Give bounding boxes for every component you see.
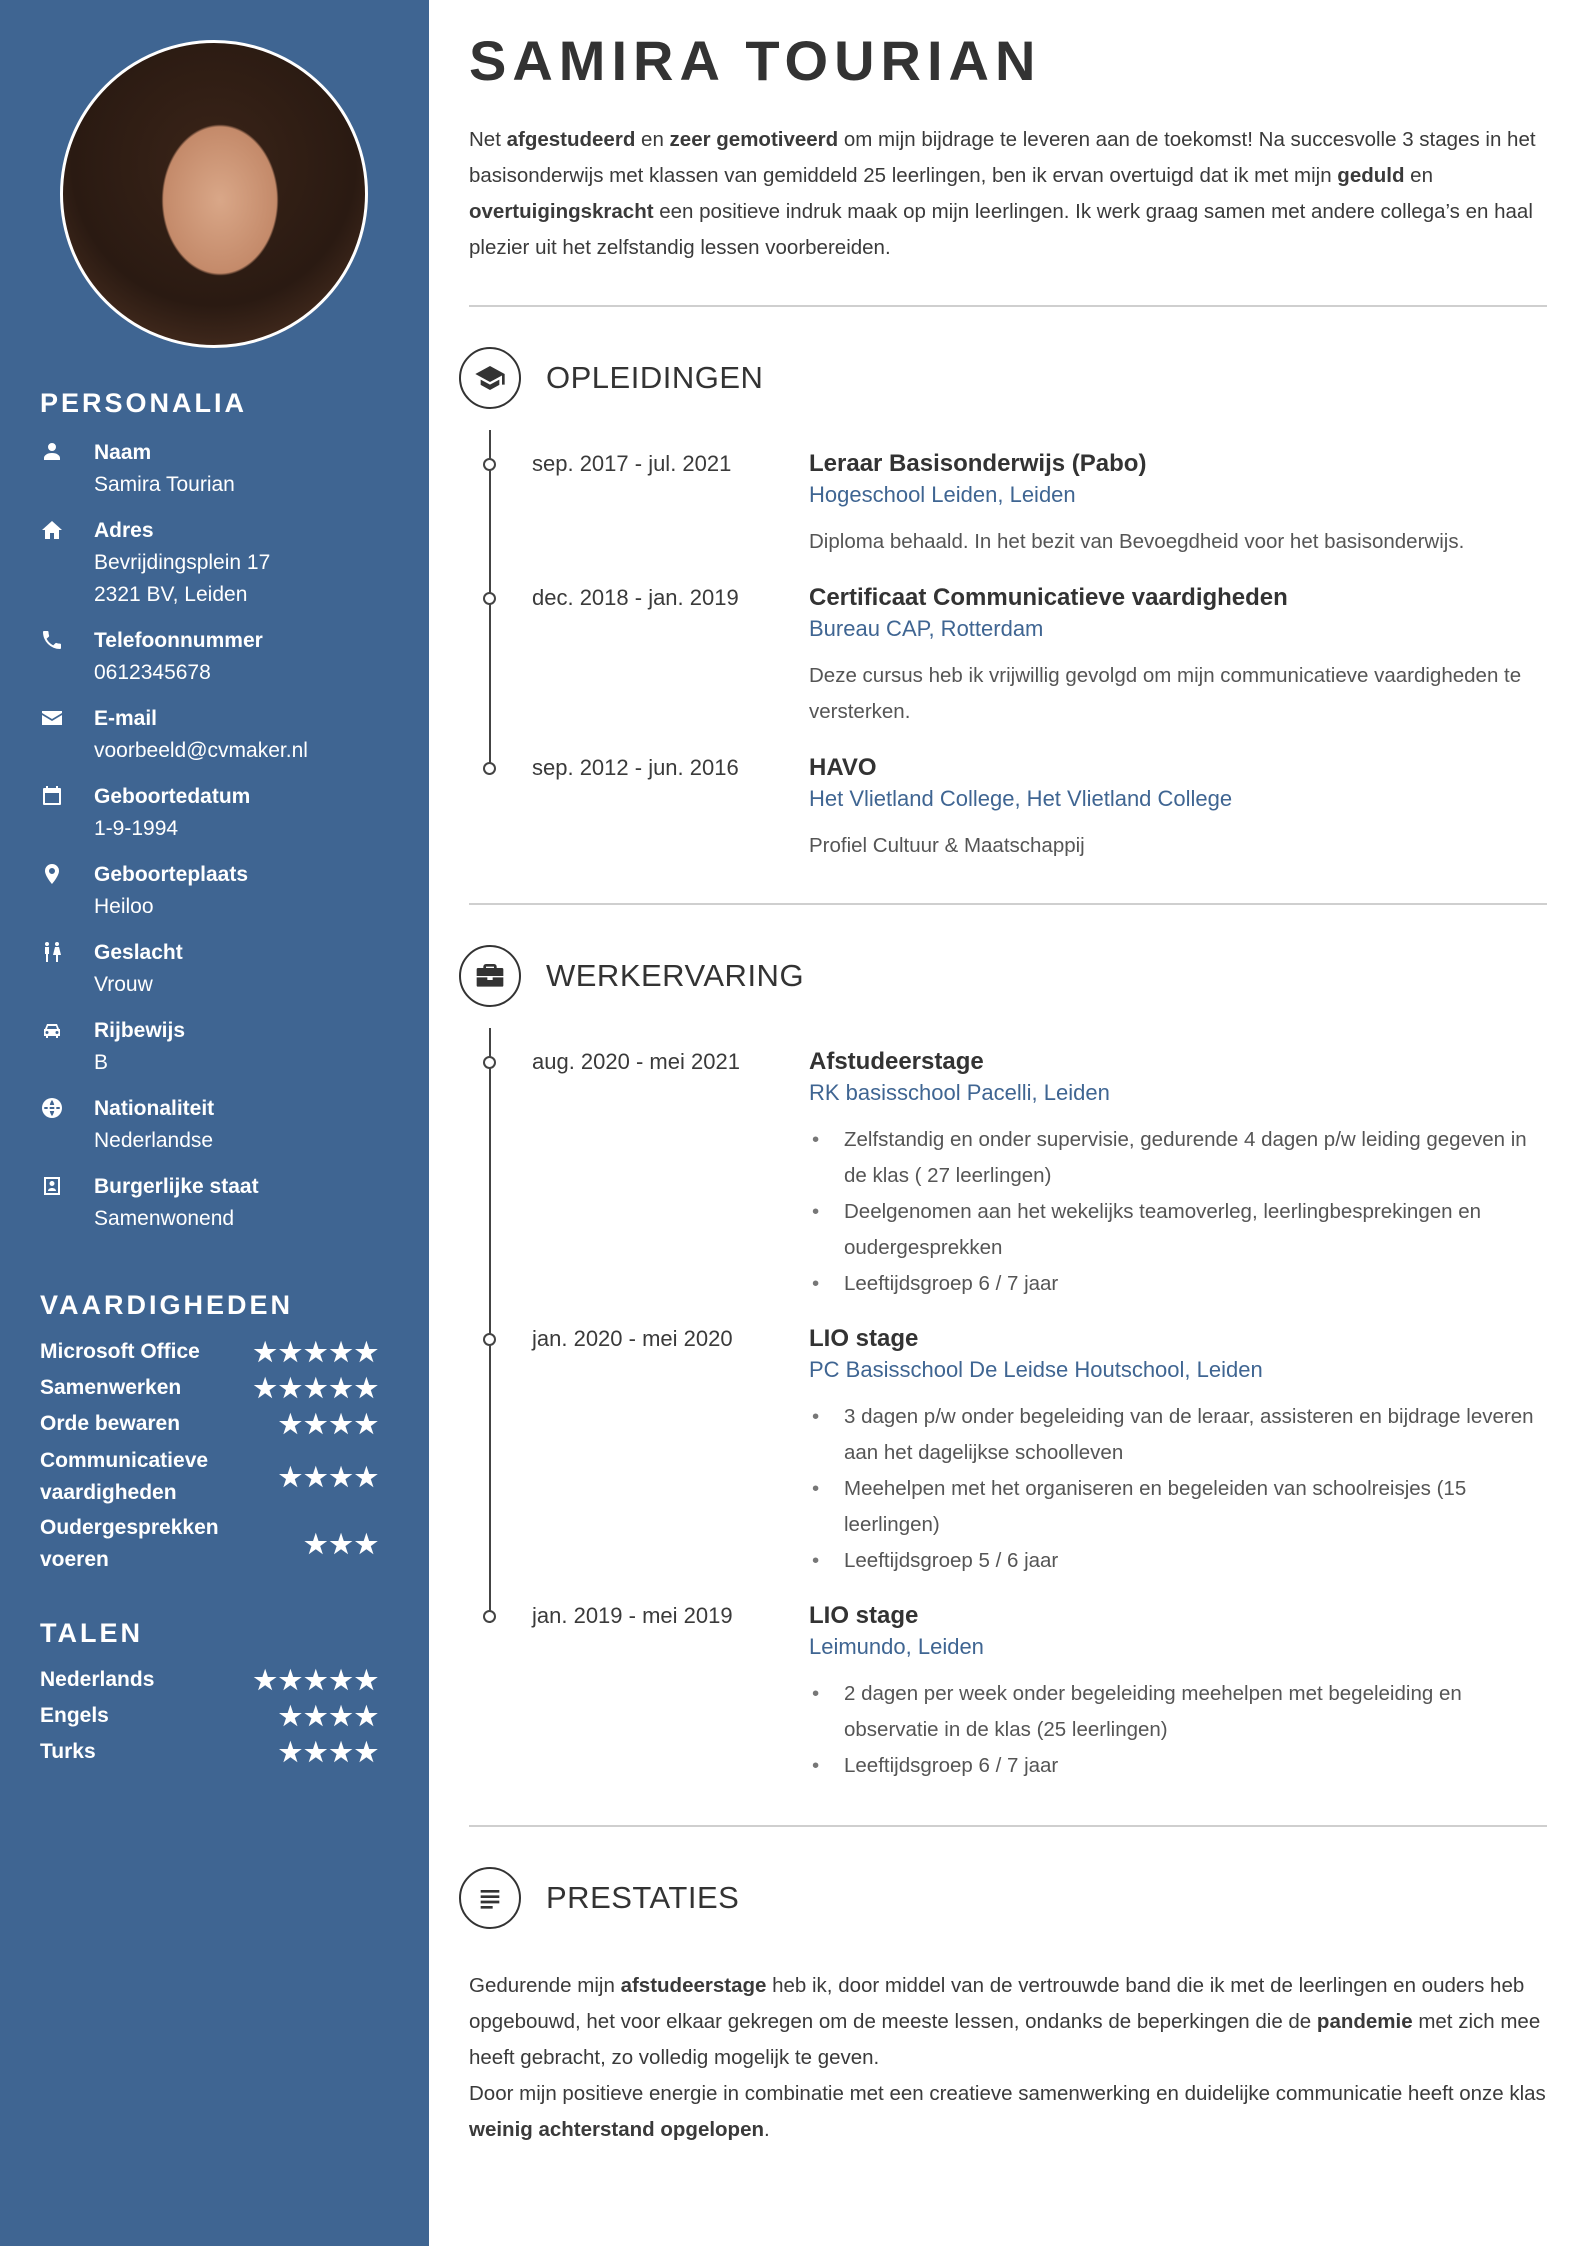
- text-segment: Net: [469, 128, 507, 151]
- entry-organization: Leimundo, Leiden: [809, 1634, 984, 1659]
- personalia-text: [94, 703, 308, 767]
- personalia-value: B: [94, 1051, 109, 1074]
- star-icon: ★: [329, 1701, 355, 1731]
- personalia-value: 1-9-1994: [94, 817, 179, 840]
- star-icon: ★: [304, 1737, 330, 1767]
- personalia-item: [40, 1093, 410, 1157]
- personalia-item: [40, 703, 410, 767]
- person-icon: [40, 437, 94, 467]
- personalia-item: [40, 1015, 410, 1079]
- bullet-list: [809, 1122, 1549, 1302]
- entry-organization: Hogeschool Leiden, Leiden: [809, 482, 1076, 507]
- star-icon: ★: [354, 1462, 380, 1492]
- personalia-label: Geslacht: [94, 941, 183, 964]
- skill-name: Microsoft Office: [40, 1340, 200, 1363]
- personalia-text: [94, 859, 248, 923]
- gender-icon: [40, 937, 94, 967]
- education-header: [459, 347, 763, 409]
- emphasis-text: weinig achterstand opgelopen: [469, 2118, 765, 2141]
- personalia-value: 2321 BV, Leiden: [94, 583, 248, 606]
- star-icon: ★: [304, 1701, 330, 1731]
- personalia-value: Vrouw: [94, 973, 153, 996]
- personalia-label: E-mail: [94, 707, 158, 730]
- star-rating: [253, 1372, 380, 1404]
- entry-title: LIO stage: [809, 1602, 919, 1629]
- star-icon: ★: [253, 1337, 279, 1367]
- work-timeline: [489, 1028, 491, 1623]
- divider: [469, 305, 1547, 307]
- skill-row: [40, 1408, 380, 1440]
- skills-heading: VAARDIGHEDEN: [40, 1290, 294, 1320]
- entry-date: jan. 2019 - mei 2019: [532, 1603, 733, 1628]
- bullet-item: • Leeftijdsgroep 5 / 6 jaar: [809, 1543, 1549, 1579]
- timeline-dot-icon: [483, 1056, 496, 1069]
- star-icon: ★: [278, 1701, 305, 1731]
- entry-content: [809, 752, 1549, 864]
- entry-title: Leraar Basisonderwijs (Pabo): [809, 450, 1147, 477]
- entry-title: Afstudeerstage: [809, 1048, 984, 1075]
- star-icon: ★: [354, 1665, 380, 1695]
- skill-name: Nederlands: [40, 1668, 155, 1691]
- work-title: WERKERVARING: [546, 958, 805, 993]
- star-icon: ★: [253, 1373, 279, 1403]
- personalia-value: Samira Tourian: [94, 473, 235, 496]
- entry-organization: RK basisschool Pacelli, Leiden: [809, 1080, 1110, 1105]
- skill-row: [40, 1372, 380, 1404]
- languages-heading: TALEN: [40, 1618, 143, 1648]
- entry-organization: Het Vlietland College, Het Vlietland College: [809, 786, 1233, 811]
- divider: [469, 1825, 1547, 1827]
- star-rating: [279, 1408, 380, 1440]
- calendar-icon: [40, 781, 94, 811]
- bullet-item: • Zelfstandig en onder supervisie, gedurende 4 dagen p/w leiding gegeven in de klas ( 27 leerlingen): [809, 1122, 1549, 1194]
- text-segment: heb ik, door middel van de vertrouwde band die ik met de leerlingen en ouders heb opgebouwd, het voor elkaar gekregen om de meeste lessen, ondanks de beperkingen die de: [469, 1974, 1525, 2033]
- emphasis-text: afgestudeerd: [506, 128, 636, 151]
- personalia-label: Geboortedatum: [94, 785, 251, 808]
- skill-row: [40, 1736, 380, 1768]
- bullet-item: • Deelgenomen aan het wekelijks teamoverleg, leerlingbesprekingen en oudergesprekken: [809, 1194, 1549, 1266]
- timeline-dot-icon: [483, 458, 496, 471]
- skill-name: Oudergesprekken voeren: [40, 1516, 219, 1571]
- timeline-dot-icon: [483, 1333, 496, 1346]
- star-icon: ★: [304, 1529, 330, 1559]
- summary-paragraph: [469, 122, 1549, 266]
- star-icon: ★: [278, 1462, 305, 1492]
- personalia-text: [94, 781, 250, 845]
- star-icon: ★: [278, 1665, 305, 1695]
- achievements-paragraph: [469, 1968, 1549, 2148]
- skill-name: Turks: [40, 1740, 96, 1763]
- timeline-dot-icon: [483, 762, 496, 775]
- personalia-value: voorbeeld@cvmaker.nl: [94, 739, 308, 762]
- emphasis-text: pandemie: [1316, 2010, 1413, 2033]
- timeline-dot-icon: [483, 1610, 496, 1623]
- divider: [469, 903, 1547, 905]
- entry-content: [809, 448, 1549, 560]
- personalia-text: [94, 1015, 185, 1079]
- entry-description: [809, 1399, 1549, 1579]
- emphasis-text: afstudeerstage: [620, 1974, 767, 1997]
- text-segment: en: [635, 128, 670, 151]
- skill-row: [40, 1664, 380, 1696]
- entry-content: [809, 1323, 1549, 1579]
- entry-title: LIO stage: [809, 1325, 919, 1352]
- personalia-value: Bevrijdingsplein 17: [94, 551, 271, 574]
- text-segment: en: [1404, 164, 1433, 187]
- timeline-dot-icon: [483, 592, 496, 605]
- star-rating: [253, 1336, 380, 1368]
- skill-row: [40, 1512, 380, 1576]
- achievements-title: PRESTATIES: [546, 1880, 740, 1915]
- text-segment: .: [764, 2118, 770, 2141]
- notes-icon: [459, 1867, 521, 1929]
- text-segment: Door mijn positieve energie in combinatie met een creatieve samenwerking en duidelijke communicatie heeft onze klas: [469, 2082, 1546, 2105]
- star-icon: ★: [253, 1665, 279, 1695]
- star-rating: [279, 1461, 380, 1493]
- personalia-label: Adres: [94, 519, 154, 542]
- briefcase-icon: [459, 945, 521, 1007]
- page-title: SAMIRA TOURIAN: [469, 29, 1042, 92]
- star-rating: [279, 1700, 380, 1732]
- star-icon: ★: [329, 1409, 355, 1439]
- personalia-label: Geboorteplaats: [94, 863, 249, 886]
- entry-content: [809, 1600, 1549, 1784]
- skill-name: Engels: [40, 1704, 109, 1727]
- personalia-label: Naam: [94, 441, 152, 464]
- education-title: OPLEIDINGEN: [546, 360, 764, 395]
- text-segment: om mijn bijdrage te leveren aan de toekomst! Na succesvolle 3 stages in het basisonderwijs met klassen van gemiddeld 25 leerlingen, ben ik ervan overtuigd dat ik met mijn: [469, 128, 1536, 187]
- emphasis-text: overtuigingskracht: [469, 200, 654, 223]
- star-icon: ★: [354, 1737, 380, 1767]
- star-icon: ★: [354, 1409, 380, 1439]
- star-icon: ★: [278, 1409, 305, 1439]
- profile-photo: [60, 40, 368, 348]
- bullet-item: • 2 dagen per week onder begeleiding meehelpen met begeleiding en observatie in de klas (25 leerlingen): [809, 1676, 1549, 1748]
- personalia-label: Telefoonnummer: [94, 629, 263, 652]
- personalia-item: [40, 515, 410, 611]
- bullet-item: • 3 dagen p/w onder begeleiding van de leraar, assisteren en bijdrage leveren aan het dagelijkse schoolleven: [809, 1399, 1549, 1471]
- star-icon: ★: [304, 1462, 330, 1492]
- id-badge-icon: [40, 1171, 94, 1201]
- star-icon: ★: [278, 1337, 305, 1367]
- entry-description: Deze cursus heb ik vrijwillig gevolgd om mijn communicatieve vaardigheden te versterken.: [809, 664, 1522, 723]
- text-segment: een positieve indruk maak op mijn leerlingen. Ik werk graag samen met andere collega’s en haal plezier uit het zelfstandig lessen voorbereiden.: [469, 200, 1533, 259]
- personalia-text: [94, 937, 183, 1001]
- skill-name: Orde bewaren: [40, 1412, 181, 1435]
- personalia-text: [94, 515, 270, 611]
- star-rating: [279, 1736, 380, 1768]
- star-icon: ★: [354, 1337, 380, 1367]
- bullet-item: • Leeftijdsgroep 6 / 7 jaar: [809, 1748, 1549, 1784]
- entry-description: Profiel Cultuur & Maatschappij: [809, 834, 1085, 857]
- bullet-list: [809, 1399, 1549, 1579]
- personalia-heading: PERSONALIA: [40, 388, 248, 418]
- emphasis-text: zeer gemotiveerd: [669, 128, 839, 151]
- star-icon: ★: [304, 1409, 330, 1439]
- star-icon: ★: [329, 1529, 355, 1559]
- star-icon: ★: [354, 1529, 380, 1559]
- entry-date: sep. 2017 - jul. 2021: [532, 451, 732, 476]
- entry-date: aug. 2020 - mei 2021: [532, 1049, 740, 1074]
- bullet-item: • Meehelpen met het organiseren en begeleiden van schoolreisjes (15 leerlingen): [809, 1471, 1549, 1543]
- personalia-label: Burgerlijke staat: [94, 1175, 259, 1198]
- star-icon: ★: [329, 1665, 355, 1695]
- entry-description: [809, 1122, 1549, 1302]
- star-icon: ★: [329, 1337, 355, 1367]
- star-icon: ★: [304, 1337, 330, 1367]
- personalia-label: Nationaliteit: [94, 1097, 215, 1120]
- star-rating: [253, 1664, 380, 1696]
- graduation-cap-icon: [459, 347, 521, 409]
- work-header: [459, 945, 804, 1007]
- star-rating: [304, 1528, 380, 1560]
- star-icon: ★: [329, 1373, 355, 1403]
- star-icon: ★: [354, 1701, 380, 1731]
- text-segment: Gedurende mijn: [469, 1974, 621, 1997]
- bullet-list: [809, 1676, 1549, 1784]
- personalia-text: [94, 1171, 259, 1235]
- skill-row: [40, 1445, 380, 1509]
- entry-date: sep. 2012 - jun. 2016: [532, 755, 739, 780]
- home-icon: [40, 515, 94, 545]
- emphasis-text: geduld: [1337, 164, 1405, 187]
- personalia-text: [94, 1093, 214, 1157]
- star-icon: ★: [329, 1737, 355, 1767]
- entry-content: [809, 582, 1549, 730]
- mail-icon: [40, 703, 94, 733]
- personalia-item: [40, 937, 410, 1001]
- entry-content: [809, 1046, 1549, 1302]
- sidebar: [0, 0, 429, 2246]
- personalia-value: Nederlandse: [94, 1129, 214, 1152]
- globe-icon: [40, 1093, 94, 1123]
- entry-description: Diploma behaald. In het bezit van Bevoegdheid voor het basisonderwijs.: [809, 530, 1465, 553]
- skill-name: Communicatieve vaardigheden: [40, 1449, 209, 1504]
- entry-organization: Bureau CAP, Rotterdam: [809, 616, 1044, 641]
- bullet-item: • Leeftijdsgroep 6 / 7 jaar: [809, 1266, 1549, 1302]
- text-segment: met zich mee heeft gebracht, zo volledig mogelijk te geven.: [469, 2010, 1541, 2069]
- achievements-header: [459, 1867, 739, 1929]
- entry-description: [809, 1676, 1549, 1784]
- star-icon: ★: [304, 1373, 330, 1403]
- personalia-value: Samenwonend: [94, 1207, 235, 1230]
- entry-date: jan. 2020 - mei 2020: [532, 1326, 733, 1351]
- personalia-text: [94, 437, 235, 501]
- star-icon: ★: [329, 1462, 355, 1492]
- personalia-value: Heiloo: [94, 895, 154, 918]
- star-icon: ★: [304, 1665, 330, 1695]
- personalia-item: [40, 437, 410, 501]
- star-icon: ★: [278, 1373, 305, 1403]
- star-icon: ★: [354, 1373, 380, 1403]
- personalia-text: [94, 625, 263, 689]
- personalia-label: Rijbewijs: [94, 1019, 186, 1042]
- entry-title: HAVO: [809, 754, 877, 781]
- entry-date: dec. 2018 - jan. 2019: [532, 585, 739, 610]
- phone-icon: [40, 625, 94, 655]
- skill-row: [40, 1700, 380, 1732]
- location-pin-icon: [40, 859, 94, 889]
- entry-title: Certificaat Communicatieve vaardigheden: [809, 584, 1288, 611]
- skill-name: Samenwerken: [40, 1376, 182, 1399]
- personalia-item: [40, 859, 410, 923]
- entry-organization: PC Basisschool De Leidse Houtschool, Leiden: [809, 1357, 1263, 1382]
- star-icon: ★: [278, 1737, 305, 1767]
- car-icon: [40, 1015, 94, 1045]
- skill-row: [40, 1336, 380, 1368]
- personalia-item: [40, 625, 410, 689]
- personalia-item: [40, 781, 410, 845]
- personalia-item: [40, 1171, 410, 1235]
- personalia-value: 0612345678: [94, 661, 211, 684]
